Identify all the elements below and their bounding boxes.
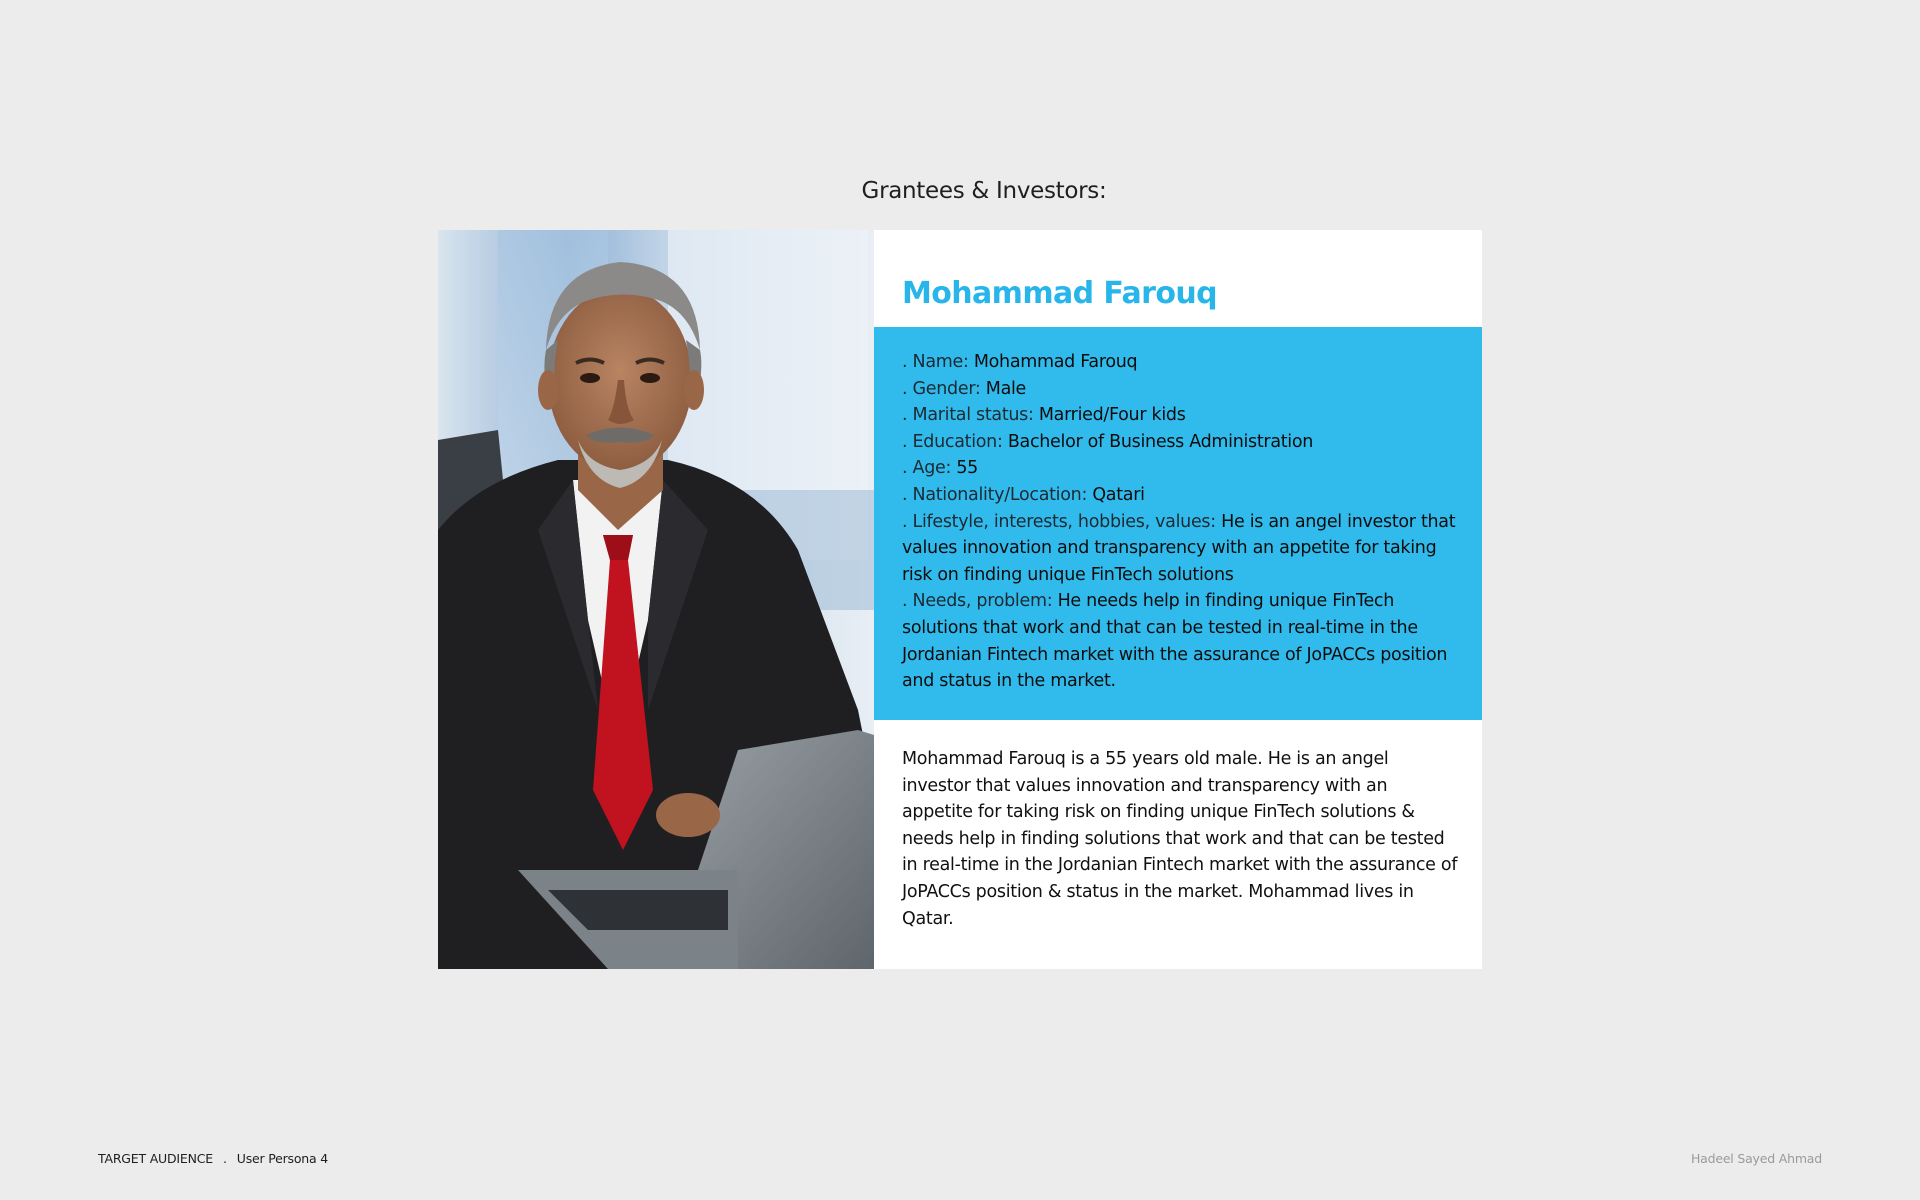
- detail-value: Bachelor of Business Administration: [1007, 431, 1314, 452]
- detail-education: [902, 429, 1462, 456]
- detail-name: [902, 349, 1462, 376]
- detail-value: Married/Four kids: [1038, 405, 1186, 426]
- detail-label: . Needs, problem:: [902, 591, 1058, 612]
- section-title: Grantees & Investors:: [861, 178, 1107, 204]
- footer-author: Hadeel Sayed Ahmad: [1690, 1151, 1822, 1166]
- detail-value: He is an angel investor that values innovation and transparency with an appetite for taking risk on finding unique FinTech solutions: [902, 511, 1456, 585]
- persona-name-heading: Mohammad Farouq: [902, 276, 1217, 311]
- detail-age: [902, 455, 1462, 482]
- footer-section-label: TARGET AUDIENCE: [98, 1151, 213, 1166]
- detail-value: Mohammad Farouq: [973, 352, 1138, 372]
- footer-separator: .: [222, 1151, 227, 1166]
- detail-label: . Age:: [902, 458, 957, 479]
- detail-label: . Lifestyle, interests, hobbies, values:: [902, 511, 1222, 532]
- persona-card: [438, 230, 1482, 969]
- persona-details-list: [902, 349, 1462, 695]
- detail-marital-status: [902, 402, 1462, 429]
- detail-label: . Name:: [902, 352, 974, 372]
- detail-nationality: [902, 482, 1462, 509]
- detail-label: . Education:: [902, 431, 1008, 452]
- footer-section: [98, 1151, 328, 1166]
- detail-value: Male: [985, 378, 1027, 399]
- persona-summary: Mohammad Farouq is a 55 years old male. He is an angel investor that values innovation and transparency with an appetite for taking risk on finding unique FinTech solutions & needs help in finding solutions that work and that can be tested in real-time in the Jordanian Fintech market with the assurance of JoPACCs position & status in the market. Mohammad lives in Qatar.: [902, 749, 1458, 929]
- footer-page-label: User Persona 4: [236, 1151, 329, 1166]
- detail-label: . Marital status:: [902, 405, 1039, 426]
- detail-gender: [902, 376, 1462, 403]
- detail-value: He needs help in finding unique FinTech solutions that work and that can be tested in real-time in the Jordanian Fintech market with the assurance of JoPACCs position and status in the market.: [902, 591, 1448, 692]
- persona-photo: [438, 230, 874, 969]
- persona-details-panel: [874, 327, 1482, 720]
- detail-lifestyle: [902, 509, 1462, 589]
- detail-label: . Gender:: [902, 378, 986, 399]
- detail-needs: [902, 588, 1462, 694]
- detail-label: . Nationality/Location:: [902, 484, 1093, 505]
- detail-value: 55: [956, 458, 979, 479]
- detail-value: Qatari: [1092, 484, 1145, 505]
